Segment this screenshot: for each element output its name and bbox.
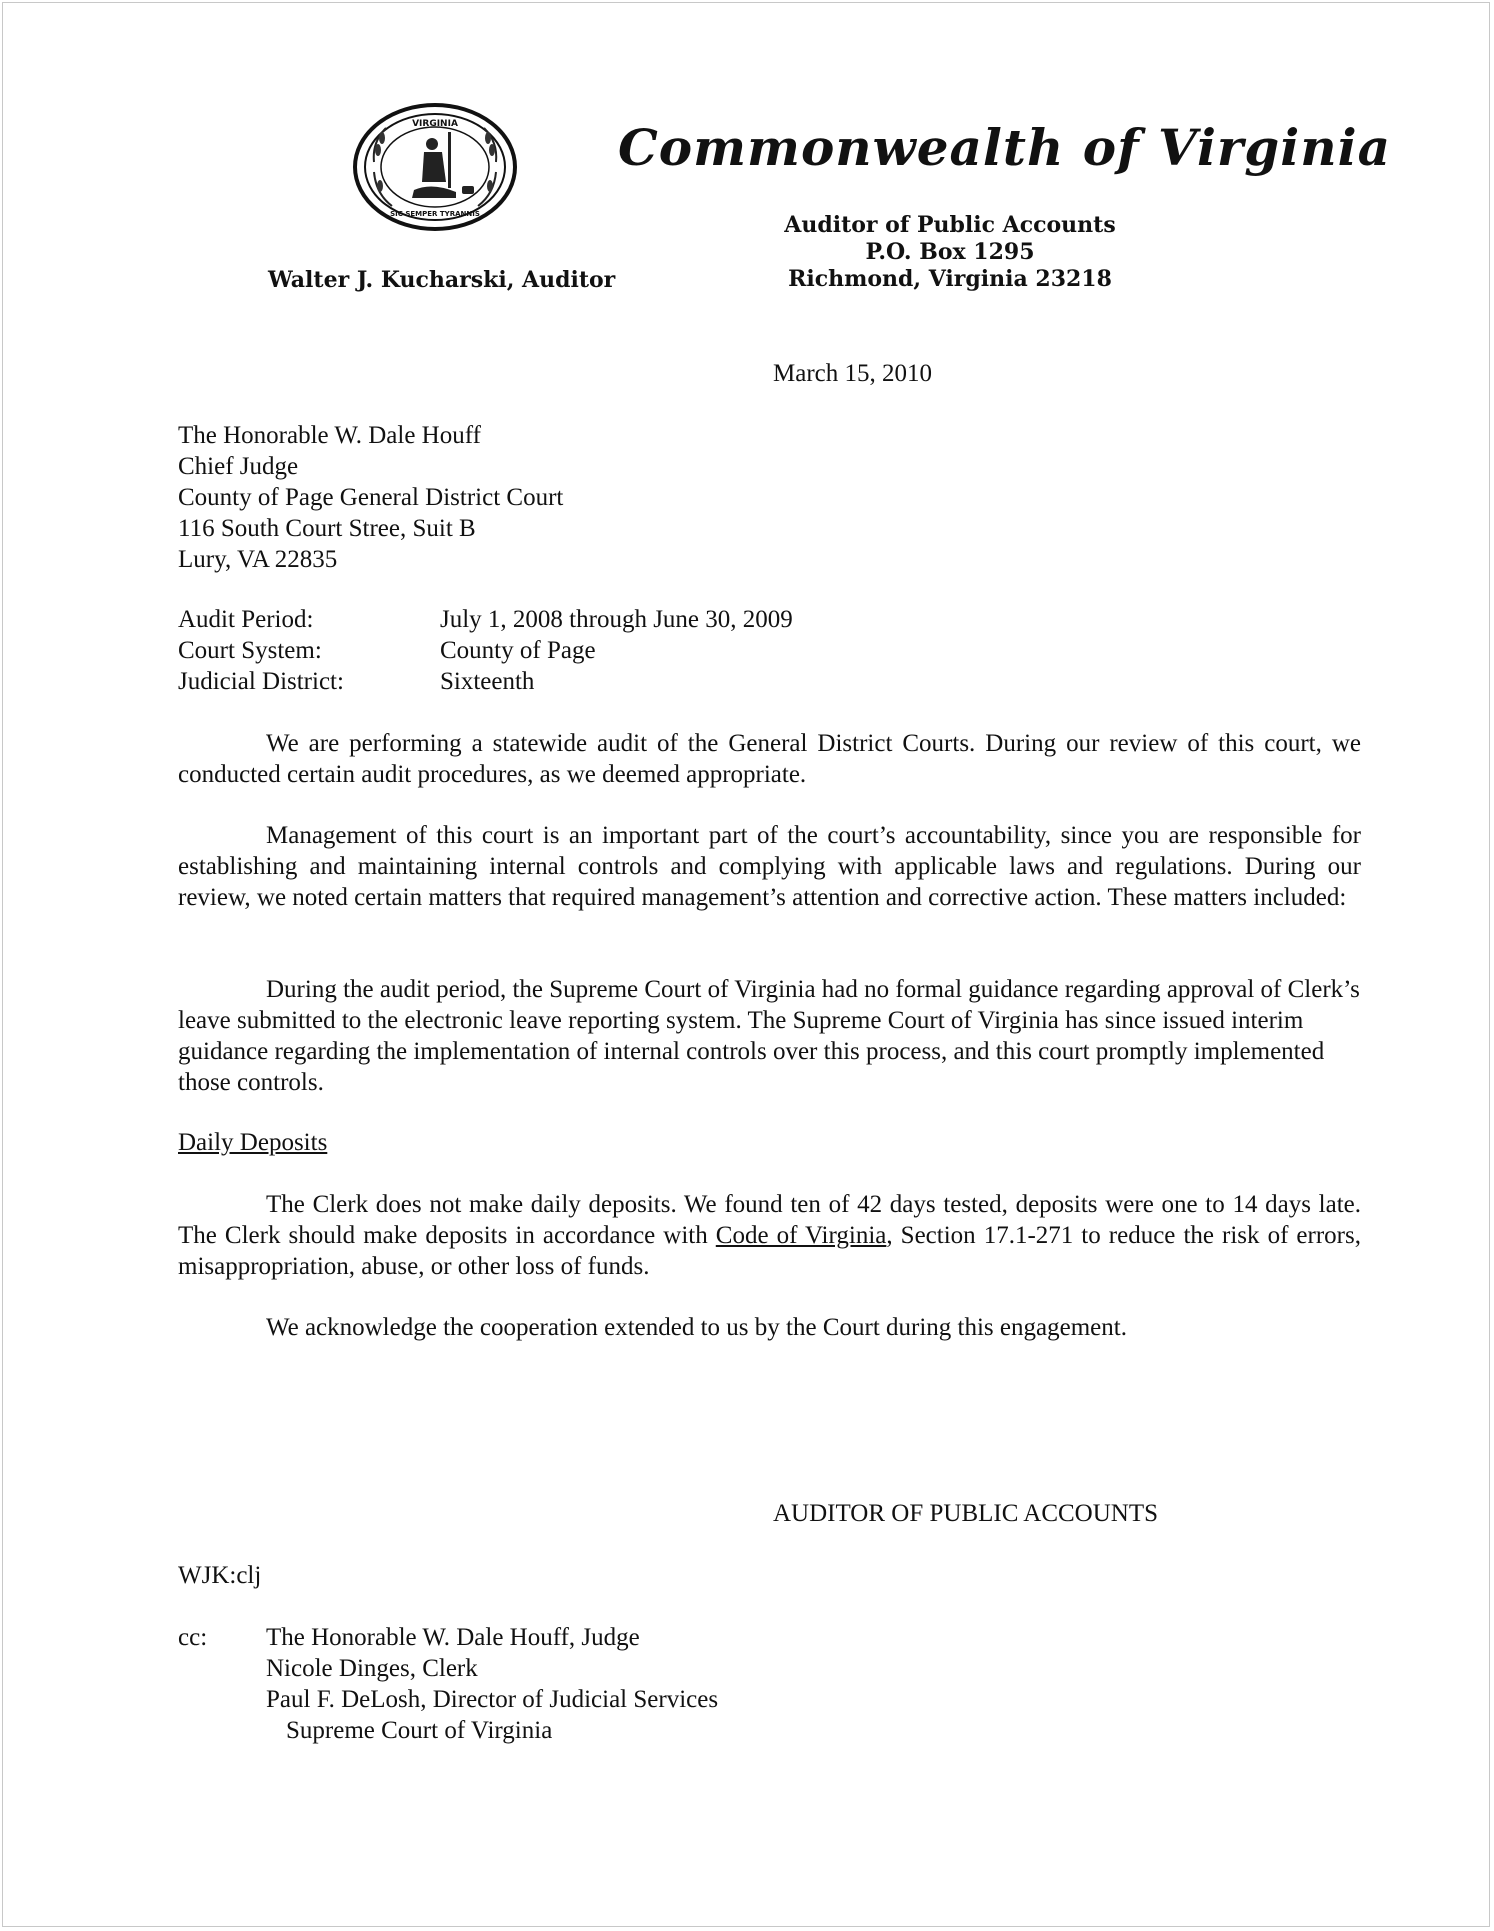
recipient-line: Lury, VA 22835 [178, 546, 338, 573]
audit-period-value: July 1, 2008 through June 30, 2009 [440, 606, 793, 633]
recipient-address [178, 420, 563, 575]
virginia-seal-icon [352, 102, 518, 232]
code-of-virginia-reference: Code of Virginia [715, 1222, 887, 1249]
audit-info-values [440, 604, 793, 697]
court-system-label: Court System: [178, 637, 322, 664]
recipient-line: 116 South Court Stree, Suit B [178, 515, 476, 542]
court-system-value: County of Page [440, 637, 596, 664]
paragraph-management-text: Management of this court is an important part of the court’s accountability, since you are responsible for establishing and maintaining internal controls and complying with applicable laws and regulations. During our review, we noted certain matters that required management’s attention and corrective action. These matters included: [178, 822, 1361, 911]
audit-period-label: Audit Period: [178, 606, 314, 633]
paragraph-leave [178, 974, 1361, 1098]
paragraph-deposits-text-end: , Section 17.1-271 to reduce the risk of errors, misappropriation, abuse, or other loss of funds. [178, 1222, 1361, 1280]
letter-date: March 15, 2010 [773, 360, 932, 387]
cc-recipient: Paul F. DeLosh, Director of Judicial Services [266, 1686, 719, 1713]
seal-text-top: VIRGINIA [412, 119, 458, 129]
paragraph-acknowledgement [178, 1312, 1361, 1343]
auditor-name: Walter J. Kucharski, Auditor [268, 267, 616, 293]
office-po-box: P.O. Box 1295 [865, 239, 1035, 265]
audit-info-labels [178, 604, 344, 697]
cc-recipient: Nicole Dinges, Clerk [266, 1655, 478, 1682]
initials: WJK:clj [178, 1562, 262, 1589]
cc-recipient: The Honorable W. Dale Houff, Judge [266, 1624, 640, 1651]
paragraph-intro [178, 728, 1361, 790]
judicial-district-value: Sixteenth [440, 668, 535, 695]
office-address [720, 212, 1180, 293]
recipient-line: The Honorable W. Dale Houff [178, 422, 481, 449]
signature-block: AUDITOR OF PUBLIC ACCOUNTS [773, 1500, 1159, 1527]
judicial-district-label: Judicial District: [178, 668, 344, 695]
seal-text-bottom: SIC SEMPER TYRANNIS [390, 210, 480, 218]
office-city: Richmond, Virginia 23218 [788, 266, 1112, 292]
cc-recipient: Supreme Court of Virginia [286, 1717, 553, 1744]
paragraph-deposits-text: The Clerk does not make daily deposits. We found ten of 42 days tested, deposits were one to 14 days late. The Clerk should make deposits in accordance with [178, 1191, 1361, 1249]
recipient-line: Chief Judge [178, 453, 299, 480]
paragraph-intro-text: We are performing a statewide audit of the General District Courts. During our review of this court, we conducted certain audit procedures, as we deemed appropriate. [178, 730, 1361, 788]
letterhead-title: Commonwealth of Virginia [618, 118, 1391, 177]
recipient-line: County of Page General District Court [178, 484, 564, 511]
cc-label: cc: [178, 1624, 208, 1651]
section-heading-daily-deposits: Daily Deposits [178, 1129, 328, 1156]
paragraph-deposits [178, 1189, 1361, 1282]
paragraph-management [178, 820, 1361, 913]
paragraph-acknowledgement-text: We acknowledge the cooperation extended to us by the Court during this engagement. [266, 1314, 1127, 1341]
cc-list [266, 1622, 718, 1746]
office-name: Auditor of Public Accounts [784, 212, 1116, 238]
paragraph-leave-text: During the audit period, the Supreme Court of Virginia had no formal guidance regarding approval of Clerk’s leave submitted to the electronic leave reporting system. The Supreme Court of Virginia has since issued interim guidance regarding the implementation of internal controls over this process, and this court promptly implemented those controls. [178, 976, 1360, 1096]
